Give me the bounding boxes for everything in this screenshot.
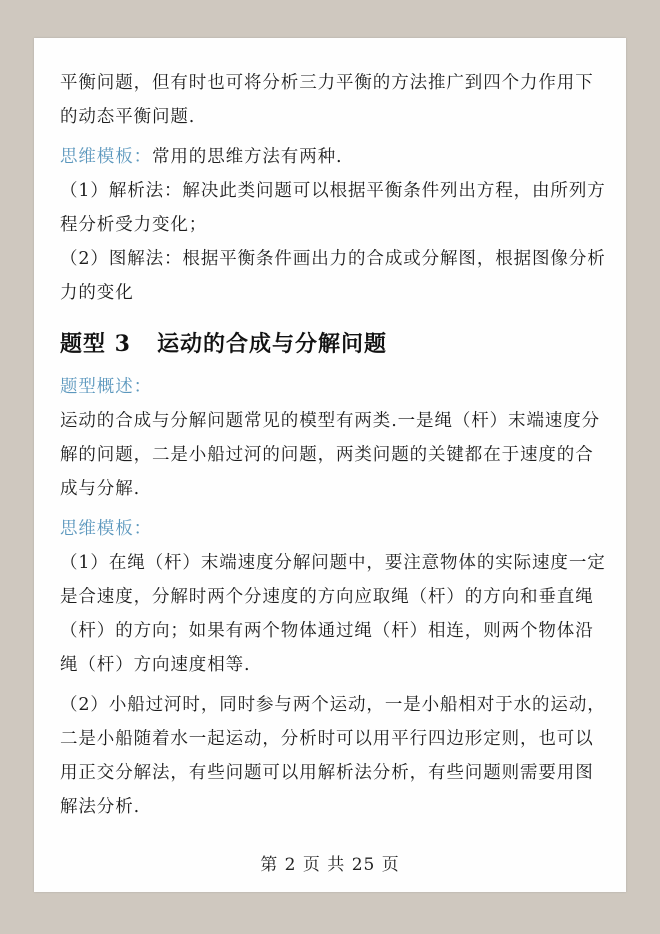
page-number: 第 2 页 共 25 页 bbox=[260, 855, 400, 875]
method-analytic: （1）解析法：解决此类问题可以根据平衡条件列出方程，由所列方程分析受力变化； bbox=[60, 181, 606, 235]
intro-paragraph: 平衡问题，但有时也可将分析三力平衡的方法推广到四个力作用下的动态平衡问题. bbox=[60, 73, 594, 127]
document-page bbox=[34, 38, 626, 892]
template-item-boat: （2）小船过河时，同时参与两个运动，一是小船相对于水的运动，二是小船随着水一起运动，分析时可以用平行四边形定则，也可以用正交分解法，有些问题可以用解析法分析，有些问题则需要用图解法分析. bbox=[60, 695, 606, 817]
method-graphic: （2）图解法：根据平衡条件画出力的合成或分解图，根据图像分析力的变化 bbox=[60, 249, 606, 303]
overview-label: 题型概述： bbox=[60, 377, 152, 397]
thinking-template-label: 思维模板： bbox=[60, 147, 152, 167]
thinking-template-text: 常用的思维方法有两种. bbox=[152, 147, 343, 167]
overview-text: 运动的合成与分解问题常见的模型有两类.一是绳（杆）末端速度分解的问题，二是小船过河的问题，两类问题的关键都在于速度的合成与分解. bbox=[60, 411, 601, 499]
heading-number: 题型 3 bbox=[60, 331, 131, 357]
section-heading bbox=[60, 324, 610, 364]
thinking-template-label-2: 思维模板： bbox=[60, 519, 152, 539]
page-content bbox=[60, 66, 610, 824]
thinking-template-line bbox=[60, 140, 610, 174]
heading-title: 运动的合成与分解问题 bbox=[156, 331, 387, 357]
template-item-rope: （1）在绳（杆）末端速度分解问题中，要注意物体的实际速度一定是合速度，分解时两个分速度的方向应取绳（杆）的方向和垂直绳（杆）的方向；如果有两个物体通过绳（杆）相连，则两个物体沿绳（杆）方向速度相等. bbox=[60, 553, 606, 675]
